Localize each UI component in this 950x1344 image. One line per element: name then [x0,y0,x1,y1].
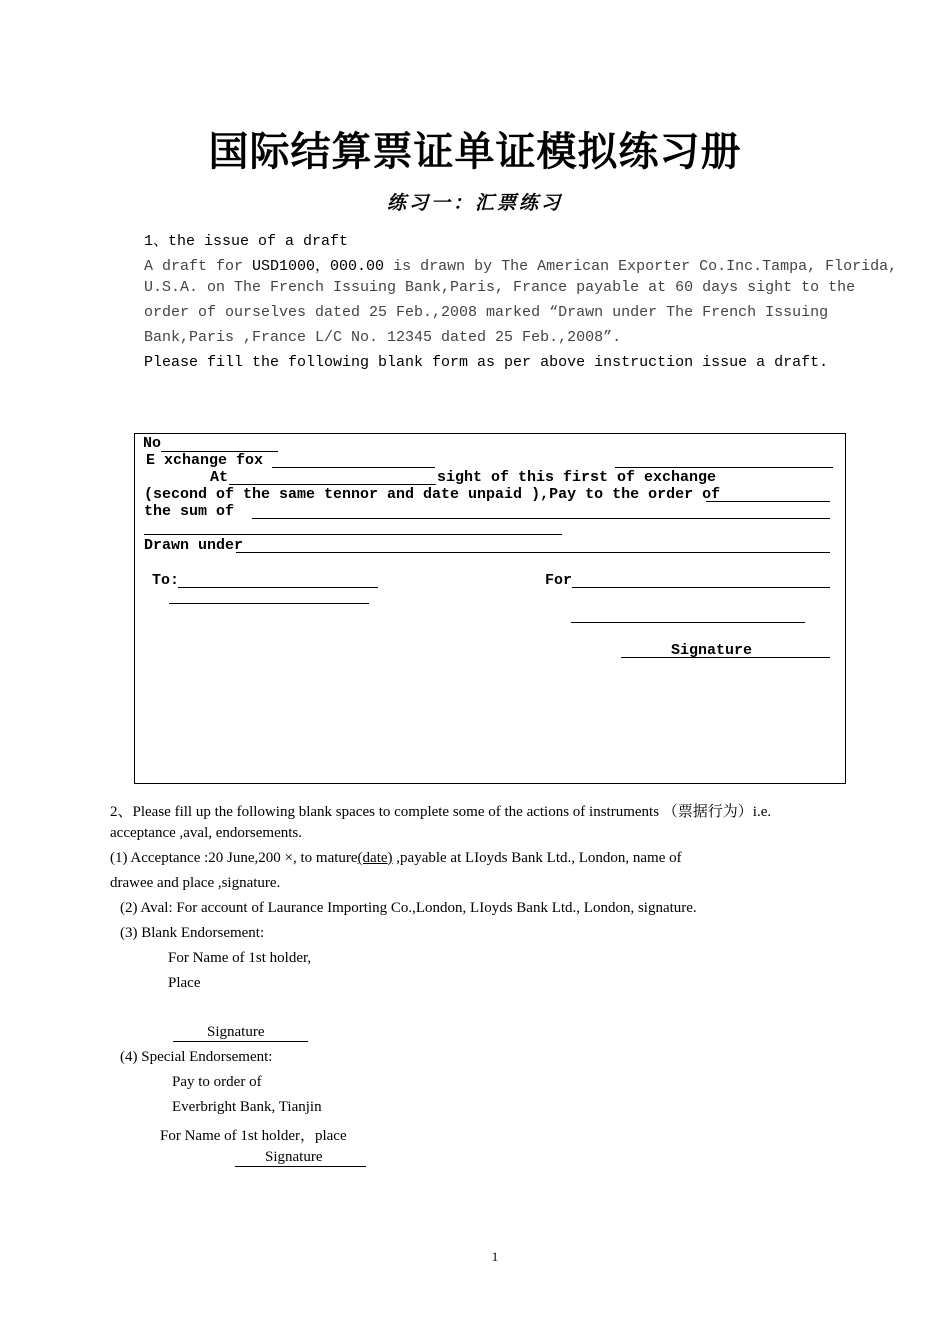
at-label: At [210,469,229,486]
exchange-label: E xchange fox [146,452,264,469]
instruction-line-4: Bank,Paris ,France L/C No. 12345 dated 25 Feb.,2008”. [144,329,622,346]
to-label: To: [152,572,180,589]
exercise-subtitle: 练习一：汇票练习 [386,192,563,214]
item3-place: Place [168,975,201,991]
section2-intro-line-2: acceptance ,aval, endorsements. [110,825,302,841]
second-exchange-text: (second of the same tennor and date unpaid ),Pay to the order of [144,486,721,503]
item1-date: (date) [357,850,393,866]
tenor-field[interactable] [229,484,436,485]
drawer-name-field[interactable] [571,622,805,623]
section1-heading: 1、the issue of a draft [144,233,349,250]
page-number: 1 [491,1249,499,1264]
item1-pre: (1) Acceptance :20 June,200 ×, to mature [110,850,358,866]
to-field[interactable] [178,587,378,588]
drawn-under-field[interactable] [236,552,830,553]
item1-line-2: drawee and place ,signature. [110,875,281,891]
signature-label: Signature [671,642,753,659]
place-date-field[interactable] [615,467,833,468]
payee-field[interactable] [706,501,830,502]
item4-special-endorsement: (4) Special Endorsement: [120,1049,273,1065]
sum-label: the sum of [144,503,235,520]
item4-bank: Everbright Bank, Tianjin [172,1099,322,1115]
item4-signature-label: Signature [265,1149,323,1165]
instruction-text: Please fill the following blank form as per above instruction issue a draft. [144,354,829,371]
section2-intro-line-1: 2、Please fill up the following blank spaces to complete some of the actions of instruments （票据行为）i.e. [110,804,772,820]
sight-text: sight of this first of exchange [437,469,717,486]
item4-pay-to-order: Pay to order of [172,1074,262,1090]
instruction-line-1-pre: A draft for [144,258,253,275]
draft-amount: USD1000，000.00 [252,258,385,275]
to-field-line-2[interactable] [169,603,369,604]
instruction-line-2: U.S.A. on The French Issuing Bank,Paris, France payable at 60 days sight to the [144,279,856,296]
item3-for-name: For Name of 1st holder, [168,950,312,966]
item4-signature-line[interactable] [235,1166,366,1167]
item2-aval: (2) Aval: For account of Laurance Importing Co.,London, LIoyds Bank Ltd., London, signature. [120,900,697,916]
sum-field-continued[interactable] [144,534,562,535]
sum-field[interactable] [252,518,830,519]
item1-post: ,payable at LIoyds Bank Ltd., London, name of [392,850,682,866]
page-title: 国际结算票证单证模拟练习册 [208,129,742,175]
no-label: No [143,435,162,452]
item3-blank-endorsement: (3) Blank Endorsement: [120,925,265,941]
for-label: For [545,572,573,589]
item1-acceptance [110,850,682,867]
item3-signature-line[interactable] [173,1041,308,1042]
for-field[interactable] [572,587,830,588]
item3-signature-label: Signature [207,1024,265,1040]
instruction-line-1 [144,254,897,275]
exchange-amount-field[interactable] [272,467,435,468]
item4-for-name: For Name of 1st holder，place [160,1128,347,1144]
instruction-line-1-post: is drawn by The American Exporter Co.Inc.Tampa, Florida, [384,258,898,275]
drawn-under-label: Drawn under [144,537,244,554]
instruction-line-3: order of ourselves dated 25 Feb.,2008 marked “Drawn under The French Issuing [144,304,829,321]
